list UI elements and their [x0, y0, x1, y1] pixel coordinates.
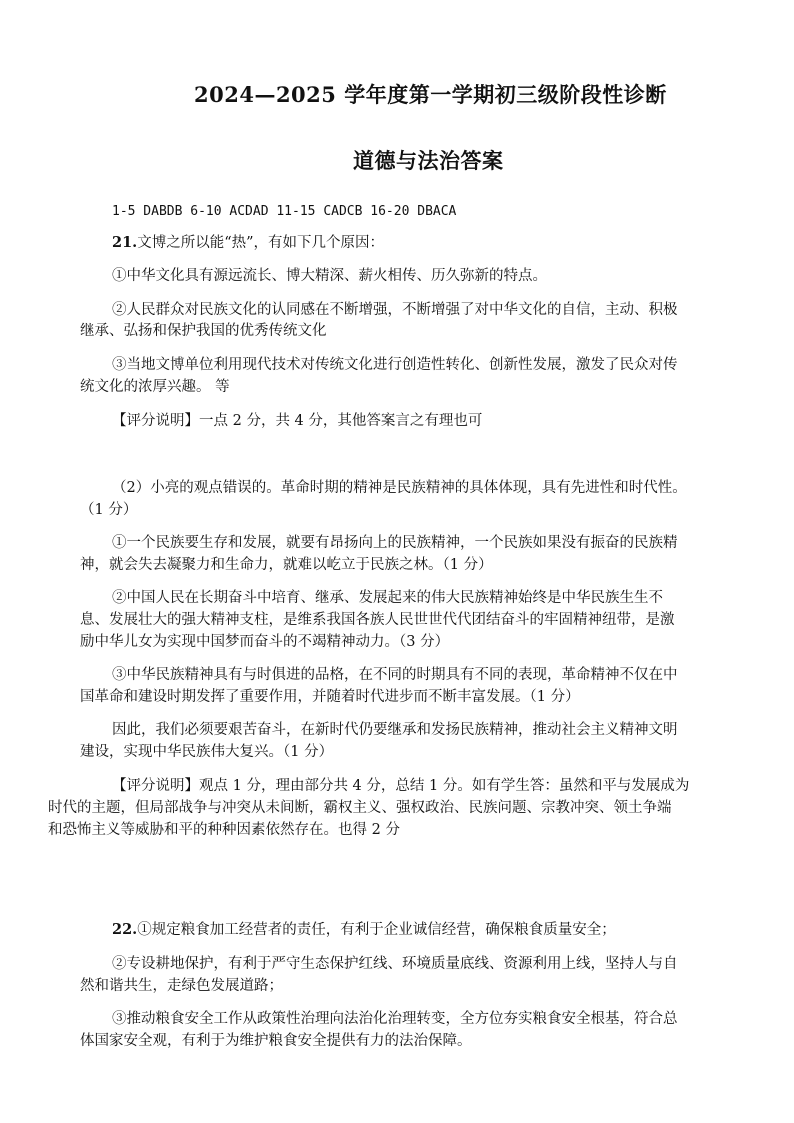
q21-scoring-note-2-line-2: 时代的主题，但局部战争与冲突从未间断，霸权主义、强权政治、民族问题、宗教冲突、领土争端: [48, 800, 672, 816]
q21-conclusion-line-2: 建设，实现中华民族伟大复兴。（1 分）: [80, 744, 334, 760]
q21-scoring-note-1: 【评分说明】一点 2 分，共 4 分，其他答案言之有理也可: [112, 413, 483, 429]
q22-point-3-line-1: ③推动粮食安全工作从政策性治理向法治化治理转变，全方位夯实粮食安全根基，符合总: [112, 1011, 678, 1027]
q21-scoring-note-2-line-3: 和恐怖主义等威胁和平的种种因素依然存在。也得 2 分: [48, 822, 400, 838]
question-21-number: 21.: [112, 234, 138, 251]
page-title: 2024—2025 学年度第一学期初三级阶段性诊断: [194, 82, 667, 107]
q22-point-2-line-2: 然和谐共生，走绿色发展道路；: [80, 978, 283, 994]
question-21-intro: [112, 233, 384, 253]
q21-part-2-line-2: （1 分）: [80, 502, 138, 518]
q21-point-2-line-2: 继承、弘扬和保护我国的优秀传统文化: [80, 323, 327, 339]
q21-reason-2-line-2: 息、发展壮大的强大精神支柱，是维系我国各族人民世世代代团结奋斗的牢固精神纽带，是激: [80, 612, 675, 628]
q21-reason-2-line-3: 励中华儿女为实现中国梦而奋斗的不竭精神动力。（3 分）: [80, 634, 450, 650]
q21-point-3-line-1: ③当地文博单位利用现代技术对传统文化进行创造性转化、创新性发展，激发了民众对传: [112, 357, 678, 373]
q22-point-2-line-1: ②专设耕地保护，有利于严守生态保护红线、环境质量底线、资源利用上线，坚持人与自: [112, 956, 678, 972]
q21-point-1: ①中华文化具有源远流长、博大精深、薪火相传、历久弥新的特点。: [112, 268, 547, 284]
question-22-point-1: [112, 920, 616, 940]
q22-point-1-text: ①规定粮食加工经营者的责任，有利于企业诚信经营，确保粮食质量安全；: [137, 922, 616, 938]
q21-reason-3-line-2: 国革命和建设时期发挥了重要作用，并随着时代进步而不断丰富发展。（1 分）: [80, 689, 580, 705]
q21-reason-3-line-1: ③中华民族精神具有与时俱进的品格，在不同的时期具有不同的表现，革命精神不仅在中: [112, 667, 678, 683]
q21-reason-1-line-2: 神，就会失去凝聚力和生命力，就难以屹立于民族之林。（1 分）: [80, 557, 493, 573]
multiple-choice-answer-key: 1-5 DABDB 6-10 ACDAD 11-15 CADCB 16-20 DBACA: [112, 204, 457, 219]
q21-part-2-line-1: （2）小亮的观点错误的。革命时期的精神是民族精神的具体体现，具有先进性和时代性。: [112, 480, 687, 496]
q21-reason-2-line-1: ②中国人民在长期奋斗中培育、继承、发展起来的伟大民族精神始终是中华民族生生不: [112, 590, 663, 606]
page-subtitle: 道德与法治答案: [353, 148, 504, 173]
q22-point-3-line-2: 体国家安全观，有利于为维护粮食安全提供有力的法治保障。: [80, 1033, 472, 1049]
q21-point-3-line-2: 统文化的浓厚兴趣。 等: [80, 379, 230, 395]
question-22-number: 22.: [112, 921, 138, 938]
q21-reason-1-line-1: ①一个民族要生存和发展，就要有昂扬向上的民族精神，一个民族如果没有振奋的民族精: [112, 535, 678, 551]
q21-scoring-note-2-line-1: 【评分说明】观点 1 分，理由部分共 4 分，总结 1 分。如有学生答：虽然和平与发展成为: [112, 778, 690, 794]
question-21-intro-text: 文博之所以能“热”，有如下几个原因：: [137, 235, 385, 251]
q21-conclusion-line-1: 因此，我们必须要艰苦奋斗，在新时代仍要继承和发扬民族精神，推动社会主义精神文明: [112, 722, 678, 738]
q21-point-2-line-1: ②人民群众对民族文化的认同感在不断增强，不断增强了对中华文化的自信，主动、积极: [112, 302, 678, 318]
